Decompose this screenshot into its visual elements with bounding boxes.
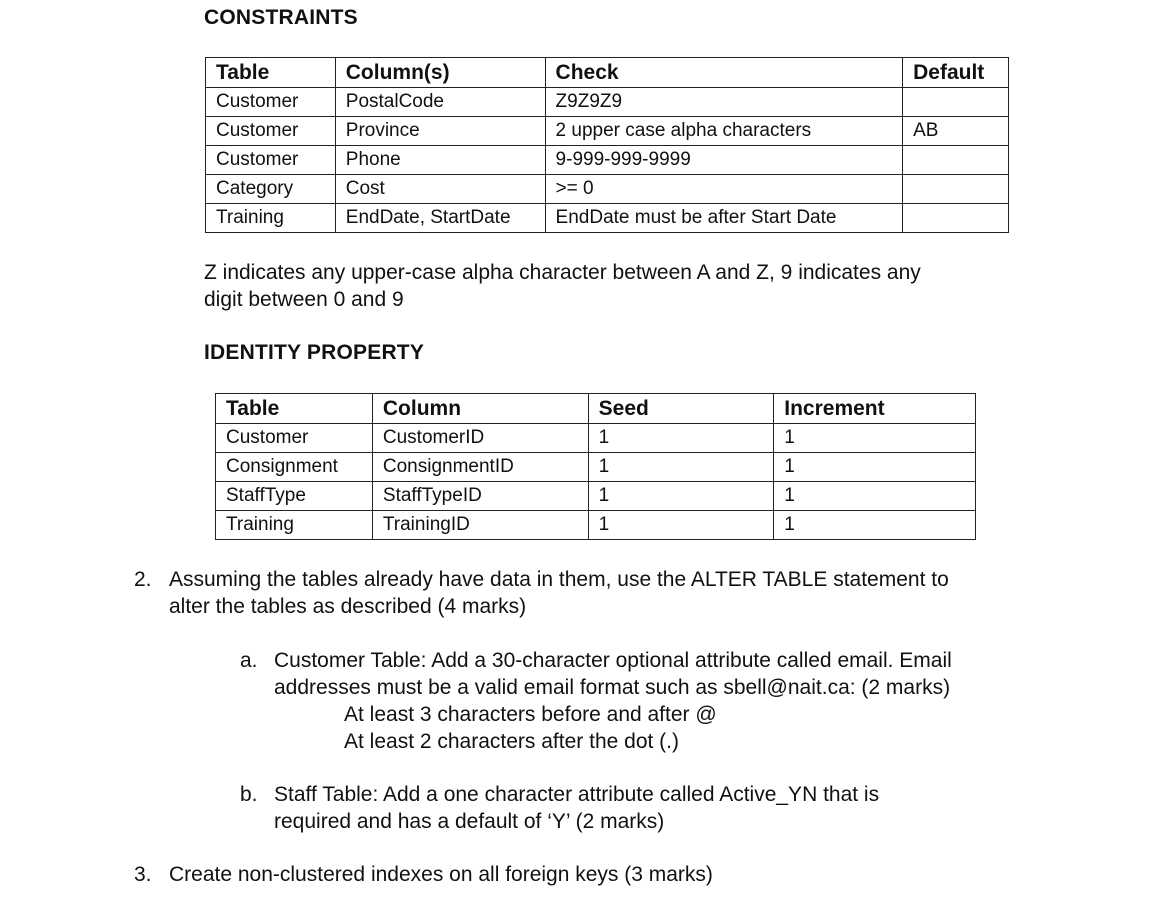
table-cell: Province [335, 117, 545, 146]
identity-header-table: Table [216, 394, 373, 424]
constraints-header-default: Default [903, 58, 1009, 88]
question-2a-marker: a. [240, 649, 258, 672]
question-3 [134, 861, 1134, 889]
constraints-header-table: Table [206, 58, 336, 88]
table-cell: Customer [216, 424, 373, 453]
table-row [216, 482, 976, 511]
question-2b-text [274, 781, 879, 835]
table-cell: Training [216, 511, 373, 540]
question-2a [240, 647, 1120, 759]
question-2a-line: Customer Table: Add a 30-character optional attribute called email. Email [274, 649, 952, 672]
question-2b-line: required and has a default of ‘Y’ (2 marks) [274, 810, 665, 833]
question-2-line: Assuming the tables already have data in them, use the ALTER TABLE statement to [169, 568, 949, 591]
table-cell: StaffType [216, 482, 373, 511]
constraints-header-columns: Column(s) [335, 58, 545, 88]
table-row [216, 511, 976, 540]
table-cell: AB [903, 117, 1009, 146]
table-cell: PostalCode [335, 88, 545, 117]
table-cell: StaffTypeID [372, 482, 588, 511]
format-note-line: digit between 0 and 9 [204, 288, 404, 311]
table-cell: EndDate, StartDate [335, 204, 545, 233]
table-cell: Cost [335, 175, 545, 204]
table-cell: Training [206, 204, 336, 233]
constraints-header-check: Check [545, 58, 903, 88]
table-cell: 1 [588, 424, 774, 453]
table-row [216, 424, 976, 453]
table-cell: 1 [588, 453, 774, 482]
identity-header-increment: Increment [774, 394, 976, 424]
question-2-line: alter the tables as described (4 marks) [169, 595, 527, 618]
identity-header-column: Column [372, 394, 588, 424]
identity-header-seed: Seed [588, 394, 774, 424]
table-cell: Phone [335, 146, 545, 175]
table-row [206, 204, 1009, 233]
question-2a-requirement: At least 2 characters after the dot (.) [344, 730, 679, 753]
constraints-table [205, 57, 1009, 233]
table-cell: 1 [774, 453, 976, 482]
table-cell: CustomerID [372, 424, 588, 453]
format-note [204, 259, 921, 313]
table-cell [903, 204, 1009, 233]
table-cell: Customer [206, 146, 336, 175]
table-cell: EndDate must be after Start Date [545, 204, 903, 233]
table-cell: 1 [588, 511, 774, 540]
constraints-header-row [206, 58, 1009, 88]
table-cell: 1 [774, 511, 976, 540]
table-row [206, 117, 1009, 146]
table-cell [903, 146, 1009, 175]
table-cell: Category [206, 175, 336, 204]
table-cell: Customer [206, 117, 336, 146]
constraints-heading: CONSTRAINTS [204, 6, 358, 29]
question-2a-requirement: At least 3 characters before and after @ [344, 703, 717, 726]
question-2-text [169, 566, 949, 620]
question-3-text: Create non-clustered indexes on all foreign keys (3 marks) [169, 863, 713, 886]
table-row [206, 146, 1009, 175]
identity-table [215, 393, 976, 540]
question-2b-line: Staff Table: Add a one character attribute called Active_YN that is [274, 783, 880, 806]
identity-header-row [216, 394, 976, 424]
table-cell [903, 88, 1009, 117]
table-cell: Consignment [216, 453, 373, 482]
table-cell: ConsignmentID [372, 453, 588, 482]
identity-heading: IDENTITY PROPERTY [204, 341, 425, 364]
table-cell: Customer [206, 88, 336, 117]
question-2-number: 2. [134, 568, 152, 591]
table-cell [903, 175, 1009, 204]
table-row [206, 88, 1009, 117]
table-cell: 1 [588, 482, 774, 511]
table-cell: 2 upper case alpha characters [545, 117, 903, 146]
question-2 [134, 566, 1134, 622]
format-note-line: Z indicates any upper-case alpha character between A and Z, 9 indicates any [204, 261, 921, 284]
table-cell: 9-999-999-9999 [545, 146, 903, 175]
question-2b-marker: b. [240, 783, 258, 806]
question-2a-text [274, 647, 952, 755]
table-cell: Z9Z9Z9 [545, 88, 903, 117]
question-2a-line: addresses must be a valid email format such as sbell@nait.ca: (2 marks) [274, 676, 951, 699]
table-cell: TrainingID [372, 511, 588, 540]
table-row [206, 175, 1009, 204]
table-row [216, 453, 976, 482]
table-cell: 1 [774, 482, 976, 511]
question-2b [240, 781, 1120, 837]
question-3-number: 3. [134, 863, 152, 886]
table-cell: >= 0 [545, 175, 903, 204]
table-cell: 1 [774, 424, 976, 453]
